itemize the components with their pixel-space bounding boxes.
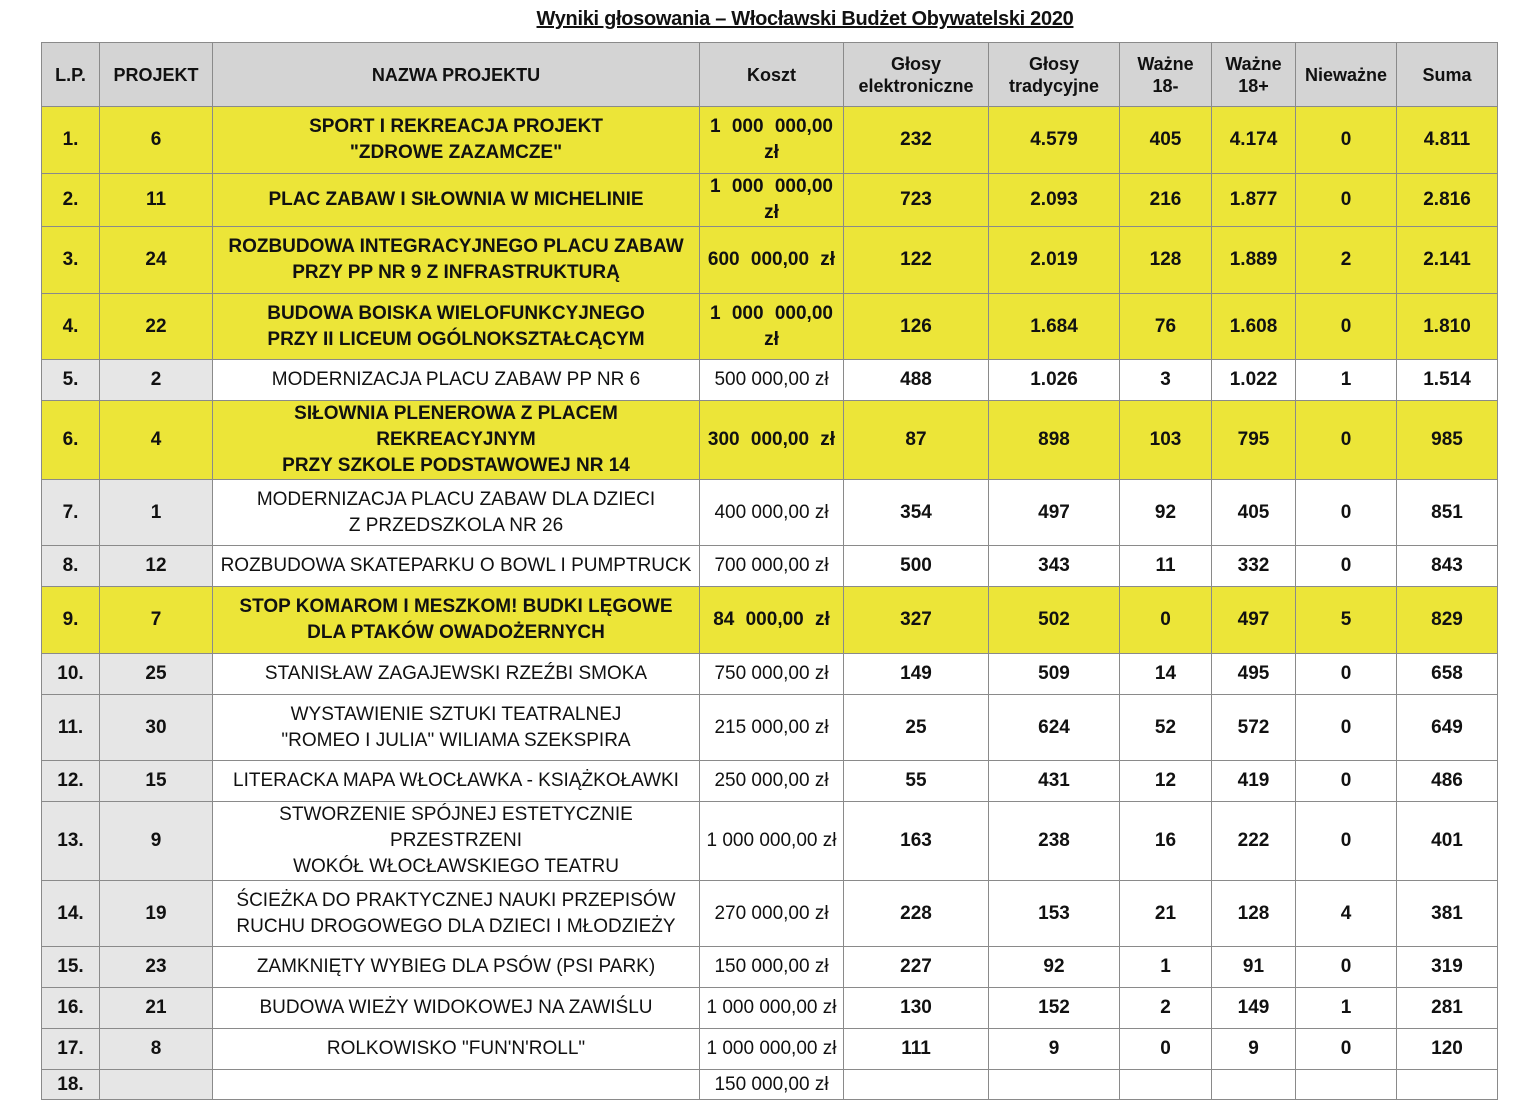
- row-number-cell: 14.: [42, 881, 100, 947]
- project-name-line: STOP KOMAROM I MESZKOM! BUDKI LĘGOWE: [239, 596, 673, 617]
- cost-cell: 215 000,00 zł: [700, 695, 844, 761]
- row-number-cell: 8.: [42, 546, 100, 587]
- cost-cell: 1 000 000,00 zł: [700, 107, 844, 174]
- col-header-text: Ważne: [1225, 53, 1282, 74]
- sum-cell: 319: [1397, 947, 1498, 988]
- project-id-cell: 30: [100, 695, 213, 761]
- invalid-votes-cell: 0: [1296, 1029, 1397, 1070]
- table-row: [42, 947, 1498, 988]
- project-id-cell: 2: [100, 360, 213, 401]
- table-row: [42, 587, 1498, 654]
- table-row: [42, 546, 1498, 587]
- row-number-cell: 3.: [42, 227, 100, 294]
- valid-under-18-cell: 21: [1120, 881, 1212, 947]
- traditional-votes-cell: 502: [989, 587, 1120, 654]
- col-header-text: Głosy: [890, 53, 942, 74]
- project-name-cell: [213, 695, 700, 761]
- project-name-line: ZAMKNIĘTY WYBIEG DLA PSÓW (PSI PARK): [256, 956, 656, 977]
- project-name-line: Z PRZEDSZKOLA NR 26: [348, 514, 564, 536]
- cost-cell: 1 000 000,00 zł: [700, 294, 844, 360]
- valid-over-18-cell: [1212, 1070, 1296, 1100]
- valid-under-18-cell: 0: [1120, 587, 1212, 654]
- table-row: [42, 1029, 1498, 1070]
- project-name-cell: [213, 947, 700, 988]
- cost-cell: 84 000,00 zł: [700, 587, 844, 654]
- electronic-votes-cell: 126: [844, 294, 989, 360]
- valid-over-18-cell: 572: [1212, 695, 1296, 761]
- project-name-cell: [213, 360, 700, 401]
- valid-over-18-cell: 128: [1212, 881, 1296, 947]
- project-id-cell: 8: [100, 1029, 213, 1070]
- valid-under-18-cell: 16: [1120, 802, 1212, 881]
- electronic-votes-cell: 163: [844, 802, 989, 881]
- traditional-votes-cell: 238: [989, 802, 1120, 881]
- col-header-text: Głosy: [1028, 53, 1080, 74]
- project-id-cell: 6: [100, 107, 213, 174]
- project-name-line: PRZY SZKOLE PODSTAWOWEJ NR 14: [282, 455, 630, 476]
- valid-over-18-cell: 405: [1212, 480, 1296, 546]
- project-name-line: RUCHU DROGOWEGO DLA DZIECI I MŁODZIEŻY: [236, 915, 676, 937]
- table-row: [42, 1070, 1498, 1100]
- valid-under-18-cell: 128: [1120, 227, 1212, 294]
- project-name-line: SPORT I REKREACJA PROJEKT: [309, 116, 603, 137]
- valid-under-18-cell: 52: [1120, 695, 1212, 761]
- project-name-cell: [213, 480, 700, 546]
- sum-cell: 120: [1397, 1029, 1498, 1070]
- project-name-cell: [213, 881, 700, 947]
- electronic-votes-cell: 111: [844, 1029, 989, 1070]
- project-name-line: "ROMEO I JULIA" WILIAMA SZEKSPIRA: [281, 729, 631, 751]
- project-id-cell: 25: [100, 654, 213, 695]
- valid-under-18-cell: 3: [1120, 360, 1212, 401]
- project-name-line: ROLKOWISKO "FUN'N'ROLL": [326, 1038, 586, 1059]
- col-header-projekt: PROJEKT: [100, 43, 213, 107]
- sum-cell: 658: [1397, 654, 1498, 695]
- project-id-cell: 1: [100, 480, 213, 546]
- traditional-votes-cell: 1.684: [989, 294, 1120, 360]
- sum-cell: 851: [1397, 480, 1498, 546]
- valid-under-18-cell: 2: [1120, 988, 1212, 1029]
- traditional-votes-cell: 1.026: [989, 360, 1120, 401]
- cost-cell: 270 000,00 zł: [700, 881, 844, 947]
- traditional-votes-cell: 2.093: [989, 174, 1120, 227]
- table-row: [42, 294, 1498, 360]
- project-name-line: DLA PTAKÓW OWADOŻERNYCH: [307, 622, 605, 643]
- cost-cell: 1 000 000,00 zł: [700, 1029, 844, 1070]
- row-number-cell: 6.: [42, 401, 100, 480]
- project-name-line: MODERNIZACJA PLACU ZABAW DLA DZIECI: [256, 488, 656, 510]
- electronic-votes-cell: 228: [844, 881, 989, 947]
- col-header-text: 18-: [1152, 75, 1179, 96]
- project-name-line: WYSTAWIENIE SZTUKI TEATRALNEJ: [290, 703, 622, 725]
- traditional-votes-cell: 153: [989, 881, 1120, 947]
- project-name-line: PRZY II LICEUM OGÓLNOKSZTAŁCĄCYM: [267, 328, 645, 350]
- sum-cell: 2.141: [1397, 227, 1498, 294]
- project-id-cell: 12: [100, 546, 213, 587]
- project-name-cell: [213, 546, 700, 587]
- invalid-votes-cell: 0: [1296, 654, 1397, 695]
- invalid-votes-cell: 1: [1296, 988, 1397, 1029]
- sum-cell: 281: [1397, 988, 1498, 1029]
- valid-over-18-cell: 91: [1212, 947, 1296, 988]
- project-id-cell: 24: [100, 227, 213, 294]
- cost-cell: 300 000,00 zł: [700, 401, 844, 480]
- valid-under-18-cell: 14: [1120, 654, 1212, 695]
- project-name-cell: [213, 294, 700, 360]
- project-name-line: ŚCIEŻKA DO PRAKTYCZNEJ NAUKI PRZEPISÓW: [236, 889, 676, 911]
- project-name-cell: [213, 587, 700, 654]
- project-id-cell: 4: [100, 401, 213, 480]
- project-id-cell: 9: [100, 802, 213, 881]
- sum-cell: 381: [1397, 881, 1498, 947]
- row-number-cell: 18.: [42, 1070, 100, 1100]
- col-header-glosy-elektroniczne: [844, 43, 989, 107]
- invalid-votes-cell: 0: [1296, 174, 1397, 227]
- traditional-votes-cell: 509: [989, 654, 1120, 695]
- electronic-votes-cell: 55: [844, 761, 989, 802]
- sum-cell: 649: [1397, 695, 1498, 761]
- cost-cell: 1 000 000,00 zł: [700, 988, 844, 1029]
- cost-cell: 250 000,00 zł: [700, 761, 844, 802]
- table-row: [42, 695, 1498, 761]
- col-header-glosy-tradycyjne: [989, 43, 1120, 107]
- table-body: [42, 107, 1498, 1100]
- valid-over-18-cell: 1.889: [1212, 227, 1296, 294]
- valid-under-18-cell: 12: [1120, 761, 1212, 802]
- valid-over-18-cell: 495: [1212, 654, 1296, 695]
- table-row: [42, 227, 1498, 294]
- project-name-cell: [213, 761, 700, 802]
- project-name-line: WOKÓŁ WŁOCŁAWSKIEGO TEATRU: [293, 856, 619, 877]
- table-row: [42, 401, 1498, 480]
- sum-cell: 2.816: [1397, 174, 1498, 227]
- table-row: [42, 107, 1498, 174]
- traditional-votes-cell: 624: [989, 695, 1120, 761]
- electronic-votes-cell: 149: [844, 654, 989, 695]
- invalid-votes-cell: 5: [1296, 587, 1397, 654]
- sum-cell: 829: [1397, 587, 1498, 654]
- sum-cell: 401: [1397, 802, 1498, 881]
- col-header-lp: L.P.: [42, 43, 100, 107]
- traditional-votes-cell: 9: [989, 1029, 1120, 1070]
- electronic-votes-cell: 122: [844, 227, 989, 294]
- project-id-cell: 19: [100, 881, 213, 947]
- invalid-votes-cell: 0: [1296, 761, 1397, 802]
- table-row: [42, 174, 1498, 227]
- valid-over-18-cell: 497: [1212, 587, 1296, 654]
- project-name-cell: [213, 802, 700, 881]
- electronic-votes-cell: 500: [844, 546, 989, 587]
- valid-over-18-cell: 332: [1212, 546, 1296, 587]
- row-number-cell: 2.: [42, 174, 100, 227]
- project-id-cell: 21: [100, 988, 213, 1029]
- traditional-votes-cell: 343: [989, 546, 1120, 587]
- project-name-cell: [213, 227, 700, 294]
- valid-under-18-cell: 76: [1120, 294, 1212, 360]
- cost-cell: 600 000,00 zł: [700, 227, 844, 294]
- col-header-text: Ważne: [1137, 53, 1194, 74]
- sum-cell: [1397, 1070, 1498, 1100]
- project-name-line: PLAC ZABAW I SIŁOWNIA W MICHELINIE: [268, 189, 644, 210]
- valid-under-18-cell: 405: [1120, 107, 1212, 174]
- project-name-line: STANISŁAW ZAGAJEWSKI RZEŹBI SMOKA: [264, 663, 648, 684]
- electronic-votes-cell: [844, 1070, 989, 1100]
- valid-over-18-cell: 795: [1212, 401, 1296, 480]
- table-row: [42, 360, 1498, 401]
- document-title: Wyniki głosowania – Włocławski Budżet Obywatelski 2020: [536, 8, 1074, 30]
- project-name-line: SIŁOWNIA PLENEROWA Z PLACEM REKREACYJNYM: [294, 403, 618, 450]
- project-id-cell: 22: [100, 294, 213, 360]
- valid-over-18-cell: 1.608: [1212, 294, 1296, 360]
- valid-over-18-cell: 149: [1212, 988, 1296, 1029]
- table-row: [42, 802, 1498, 881]
- table-row: [42, 480, 1498, 546]
- electronic-votes-cell: 488: [844, 360, 989, 401]
- valid-under-18-cell: 11: [1120, 546, 1212, 587]
- table-row: [42, 761, 1498, 802]
- invalid-votes-cell: 0: [1296, 546, 1397, 587]
- electronic-votes-cell: 227: [844, 947, 989, 988]
- traditional-votes-cell: 92: [989, 947, 1120, 988]
- invalid-votes-cell: 0: [1296, 107, 1397, 174]
- invalid-votes-cell: 1: [1296, 360, 1397, 401]
- valid-over-18-cell: 4.174: [1212, 107, 1296, 174]
- project-name-cell: [213, 1070, 700, 1100]
- col-header-text: tradycyjne: [1008, 75, 1100, 96]
- table-row: [42, 988, 1498, 1029]
- project-name-line: "ZDROWE ZAZAMCZE": [349, 142, 563, 163]
- sum-cell: 1.514: [1397, 360, 1498, 401]
- project-name-cell: [213, 654, 700, 695]
- cost-cell: 500 000,00 zł: [700, 360, 844, 401]
- electronic-votes-cell: 327: [844, 587, 989, 654]
- row-number-cell: 7.: [42, 480, 100, 546]
- col-header-text: 18+: [1238, 75, 1269, 96]
- invalid-votes-cell: 2: [1296, 227, 1397, 294]
- electronic-votes-cell: 723: [844, 174, 989, 227]
- traditional-votes-cell: 898: [989, 401, 1120, 480]
- row-number-cell: 1.: [42, 107, 100, 174]
- traditional-votes-cell: 497: [989, 480, 1120, 546]
- row-number-cell: 16.: [42, 988, 100, 1029]
- col-header-koszt: Koszt: [700, 43, 844, 107]
- project-name-line: BUDOWA WIEŻY WIDOKOWEJ NA ZAWIŚLU: [259, 997, 653, 1018]
- sum-cell: 985: [1397, 401, 1498, 480]
- invalid-votes-cell: 0: [1296, 480, 1397, 546]
- project-name-line: LITERACKA MAPA WŁOCŁAWKA - KSIĄŻKOŁAWKI: [233, 770, 679, 791]
- invalid-votes-cell: 0: [1296, 401, 1397, 480]
- valid-over-18-cell: 1.022: [1212, 360, 1296, 401]
- valid-under-18-cell: 216: [1120, 174, 1212, 227]
- valid-under-18-cell: 1: [1120, 947, 1212, 988]
- project-id-cell: 23: [100, 947, 213, 988]
- row-number-cell: 15.: [42, 947, 100, 988]
- valid-under-18-cell: 92: [1120, 480, 1212, 546]
- project-name-line: MODERNIZACJA PLACU ZABAW PP NR 6: [271, 369, 641, 390]
- traditional-votes-cell: 4.579: [989, 107, 1120, 174]
- electronic-votes-cell: 87: [844, 401, 989, 480]
- project-name-cell: [213, 988, 700, 1029]
- cost-cell: 1 000 000,00 zł: [700, 802, 844, 881]
- project-id-cell: 15: [100, 761, 213, 802]
- sum-cell: 486: [1397, 761, 1498, 802]
- col-header-wazne-18-minus: [1120, 43, 1212, 107]
- project-name-cell: [213, 1029, 700, 1070]
- cost-cell: 400 000,00 zł: [700, 480, 844, 546]
- table-row: [42, 881, 1498, 947]
- project-name-line: ROZBUDOWA SKATEPARKU O BOWL I PUMPTRUCK: [220, 555, 692, 576]
- sum-cell: 4.811: [1397, 107, 1498, 174]
- valid-under-18-cell: 0: [1120, 1029, 1212, 1070]
- valid-over-18-cell: 419: [1212, 761, 1296, 802]
- invalid-votes-cell: 0: [1296, 294, 1397, 360]
- cost-cell: 1 000 000,00 zł: [700, 174, 844, 227]
- electronic-votes-cell: 25: [844, 695, 989, 761]
- col-header-nazwa: NAZWA PROJEKTU: [213, 43, 700, 107]
- valid-over-18-cell: 222: [1212, 802, 1296, 881]
- row-number-cell: 11.: [42, 695, 100, 761]
- cost-cell: 750 000,00 zł: [700, 654, 844, 695]
- valid-over-18-cell: 9: [1212, 1029, 1296, 1070]
- col-header-wazne-18-plus: [1212, 43, 1296, 107]
- col-header-text: elektroniczne: [858, 75, 974, 96]
- row-number-cell: 4.: [42, 294, 100, 360]
- traditional-votes-cell: [989, 1070, 1120, 1100]
- col-header-suma: Suma: [1397, 43, 1498, 107]
- cost-cell: 700 000,00 zł: [700, 546, 844, 587]
- table-row: [42, 654, 1498, 695]
- project-id-cell: 7: [100, 587, 213, 654]
- project-name-cell: [213, 107, 700, 174]
- electronic-votes-cell: 232: [844, 107, 989, 174]
- electronic-votes-cell: 130: [844, 988, 989, 1029]
- valid-under-18-cell: 103: [1120, 401, 1212, 480]
- row-number-cell: 13.: [42, 802, 100, 881]
- invalid-votes-cell: 0: [1296, 695, 1397, 761]
- sum-cell: 843: [1397, 546, 1498, 587]
- row-number-cell: 17.: [42, 1029, 100, 1070]
- project-name-line: PRZY PP NR 9 Z INFRASTRUKTURĄ: [292, 262, 620, 283]
- results-table: [41, 42, 1498, 1100]
- traditional-votes-cell: 152: [989, 988, 1120, 1029]
- col-header-niewazne: Nieważne: [1296, 43, 1397, 107]
- row-number-cell: 5.: [42, 360, 100, 401]
- project-name-cell: [213, 401, 700, 480]
- invalid-votes-cell: 4: [1296, 881, 1397, 947]
- valid-under-18-cell: [1120, 1070, 1212, 1100]
- invalid-votes-cell: 0: [1296, 947, 1397, 988]
- row-number-cell: 12.: [42, 761, 100, 802]
- row-number-cell: 9.: [42, 587, 100, 654]
- electronic-votes-cell: 354: [844, 480, 989, 546]
- row-number-cell: 10.: [42, 654, 100, 695]
- invalid-votes-cell: 0: [1296, 802, 1397, 881]
- cost-cell: 150 000,00 zł: [700, 947, 844, 988]
- traditional-votes-cell: 2.019: [989, 227, 1120, 294]
- project-name-line: BUDOWA BOISKA WIELOFUNKCYJNEGO: [267, 302, 645, 324]
- traditional-votes-cell: 431: [989, 761, 1120, 802]
- project-id-cell: [100, 1070, 213, 1100]
- project-name-cell: [213, 174, 700, 227]
- project-id-cell: 11: [100, 174, 213, 227]
- header-row: [42, 43, 1498, 107]
- project-name-line: STWORZENIE SPÓJNEJ ESTETYCZNIE PRZESTRZENI: [279, 804, 633, 851]
- cost-cell: 150 000,00 zł: [700, 1070, 844, 1100]
- invalid-votes-cell: [1296, 1070, 1397, 1100]
- valid-over-18-cell: 1.877: [1212, 174, 1296, 227]
- project-name-line: ROZBUDOWA INTEGRACYJNEGO PLACU ZABAW: [228, 236, 684, 257]
- sum-cell: 1.810: [1397, 294, 1498, 360]
